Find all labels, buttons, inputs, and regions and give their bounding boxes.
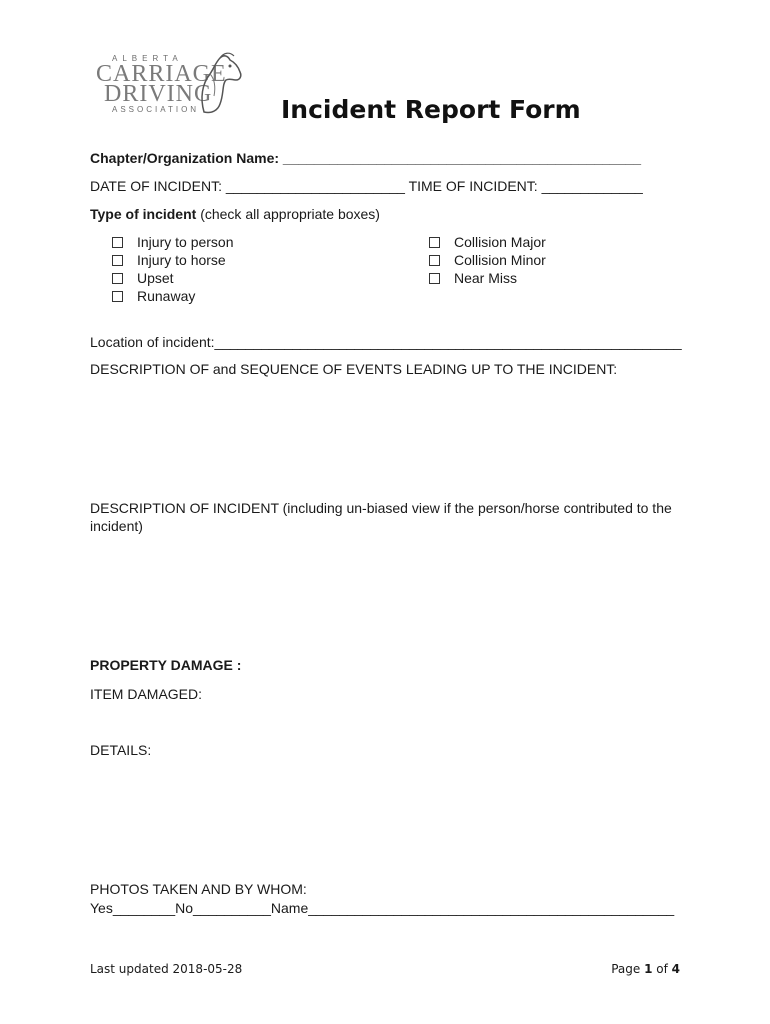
logo-bottom-text: ASSOCIATION bbox=[112, 105, 200, 114]
checkbox-item[interactable] bbox=[429, 269, 546, 287]
checkbox-label: Collision Minor bbox=[454, 252, 546, 268]
checkbox-list-right bbox=[429, 233, 546, 287]
property-damage-heading: PROPERTY DAMAGE : bbox=[90, 657, 242, 673]
checkbox-icon[interactable] bbox=[429, 237, 440, 248]
checkbox-label: Upset bbox=[137, 270, 174, 286]
checkbox-label: Injury to horse bbox=[137, 252, 226, 268]
page-title: Incident Report Form bbox=[281, 95, 581, 124]
page-of: of bbox=[652, 962, 672, 976]
checkbox-icon[interactable] bbox=[112, 237, 123, 248]
checkbox-label: Injury to person bbox=[137, 234, 234, 250]
checkbox-item[interactable] bbox=[112, 269, 234, 287]
incident-type-hint: (check all appropriate boxes) bbox=[196, 206, 380, 222]
logo-top-text: ALBERTA bbox=[112, 54, 183, 63]
checkbox-list-left bbox=[112, 233, 234, 305]
checkbox-item[interactable] bbox=[112, 251, 234, 269]
checkbox-icon[interactable] bbox=[429, 273, 440, 284]
incident-type-label: Type of incident bbox=[90, 206, 197, 222]
incident-type-heading bbox=[90, 206, 380, 222]
checkbox-item[interactable] bbox=[429, 251, 546, 269]
photos-label: PHOTOS TAKEN AND BY WHOM: bbox=[90, 881, 307, 897]
checkbox-item[interactable] bbox=[429, 233, 546, 251]
checkbox-item[interactable] bbox=[112, 233, 234, 251]
yes-no-name-field[interactable]: Yes________No__________Name_______________________________________________ bbox=[90, 900, 675, 916]
logo-line1: CARRIAGE bbox=[96, 61, 227, 87]
checkbox-icon[interactable] bbox=[112, 291, 123, 302]
description-heading-line1: DESCRIPTION OF INCIDENT (including un-biased view if the person/horse contributed to the bbox=[90, 500, 672, 516]
page-prefix: Page bbox=[611, 962, 645, 976]
page-total: 4 bbox=[671, 962, 680, 976]
horse-head-icon bbox=[190, 50, 246, 116]
logo-line2: DRIVING bbox=[104, 81, 213, 107]
page-number bbox=[611, 962, 680, 976]
checkbox-label: Runaway bbox=[137, 288, 196, 304]
association-logo bbox=[90, 48, 250, 118]
checkbox-label: Collision Major bbox=[454, 234, 546, 250]
details-label: DETAILS: bbox=[90, 742, 152, 758]
location-field[interactable]: Location of incident:____________________________________________________________ bbox=[90, 334, 682, 350]
checkbox-icon[interactable] bbox=[429, 255, 440, 266]
checkbox-item[interactable] bbox=[112, 287, 234, 305]
checkbox-label: Near Miss bbox=[454, 270, 518, 286]
item-damaged-label: ITEM DAMAGED: bbox=[90, 686, 203, 702]
date-time-field[interactable]: DATE OF INCIDENT: _______________________ TIME OF INCIDENT: _____________ bbox=[90, 178, 643, 194]
last-updated: Last updated 2018-05-28 bbox=[90, 962, 243, 976]
sequence-heading: DESCRIPTION OF and SEQUENCE OF EVENTS LEADING UP TO THE INCIDENT: bbox=[90, 361, 618, 377]
page-current: 1 bbox=[644, 962, 653, 976]
description-heading-line2: incident) bbox=[90, 518, 143, 534]
checkbox-icon[interactable] bbox=[112, 255, 123, 266]
checkbox-icon[interactable] bbox=[112, 273, 123, 284]
chapter-field[interactable]: Chapter/Organization Name: ______________________________________________ bbox=[90, 150, 642, 166]
